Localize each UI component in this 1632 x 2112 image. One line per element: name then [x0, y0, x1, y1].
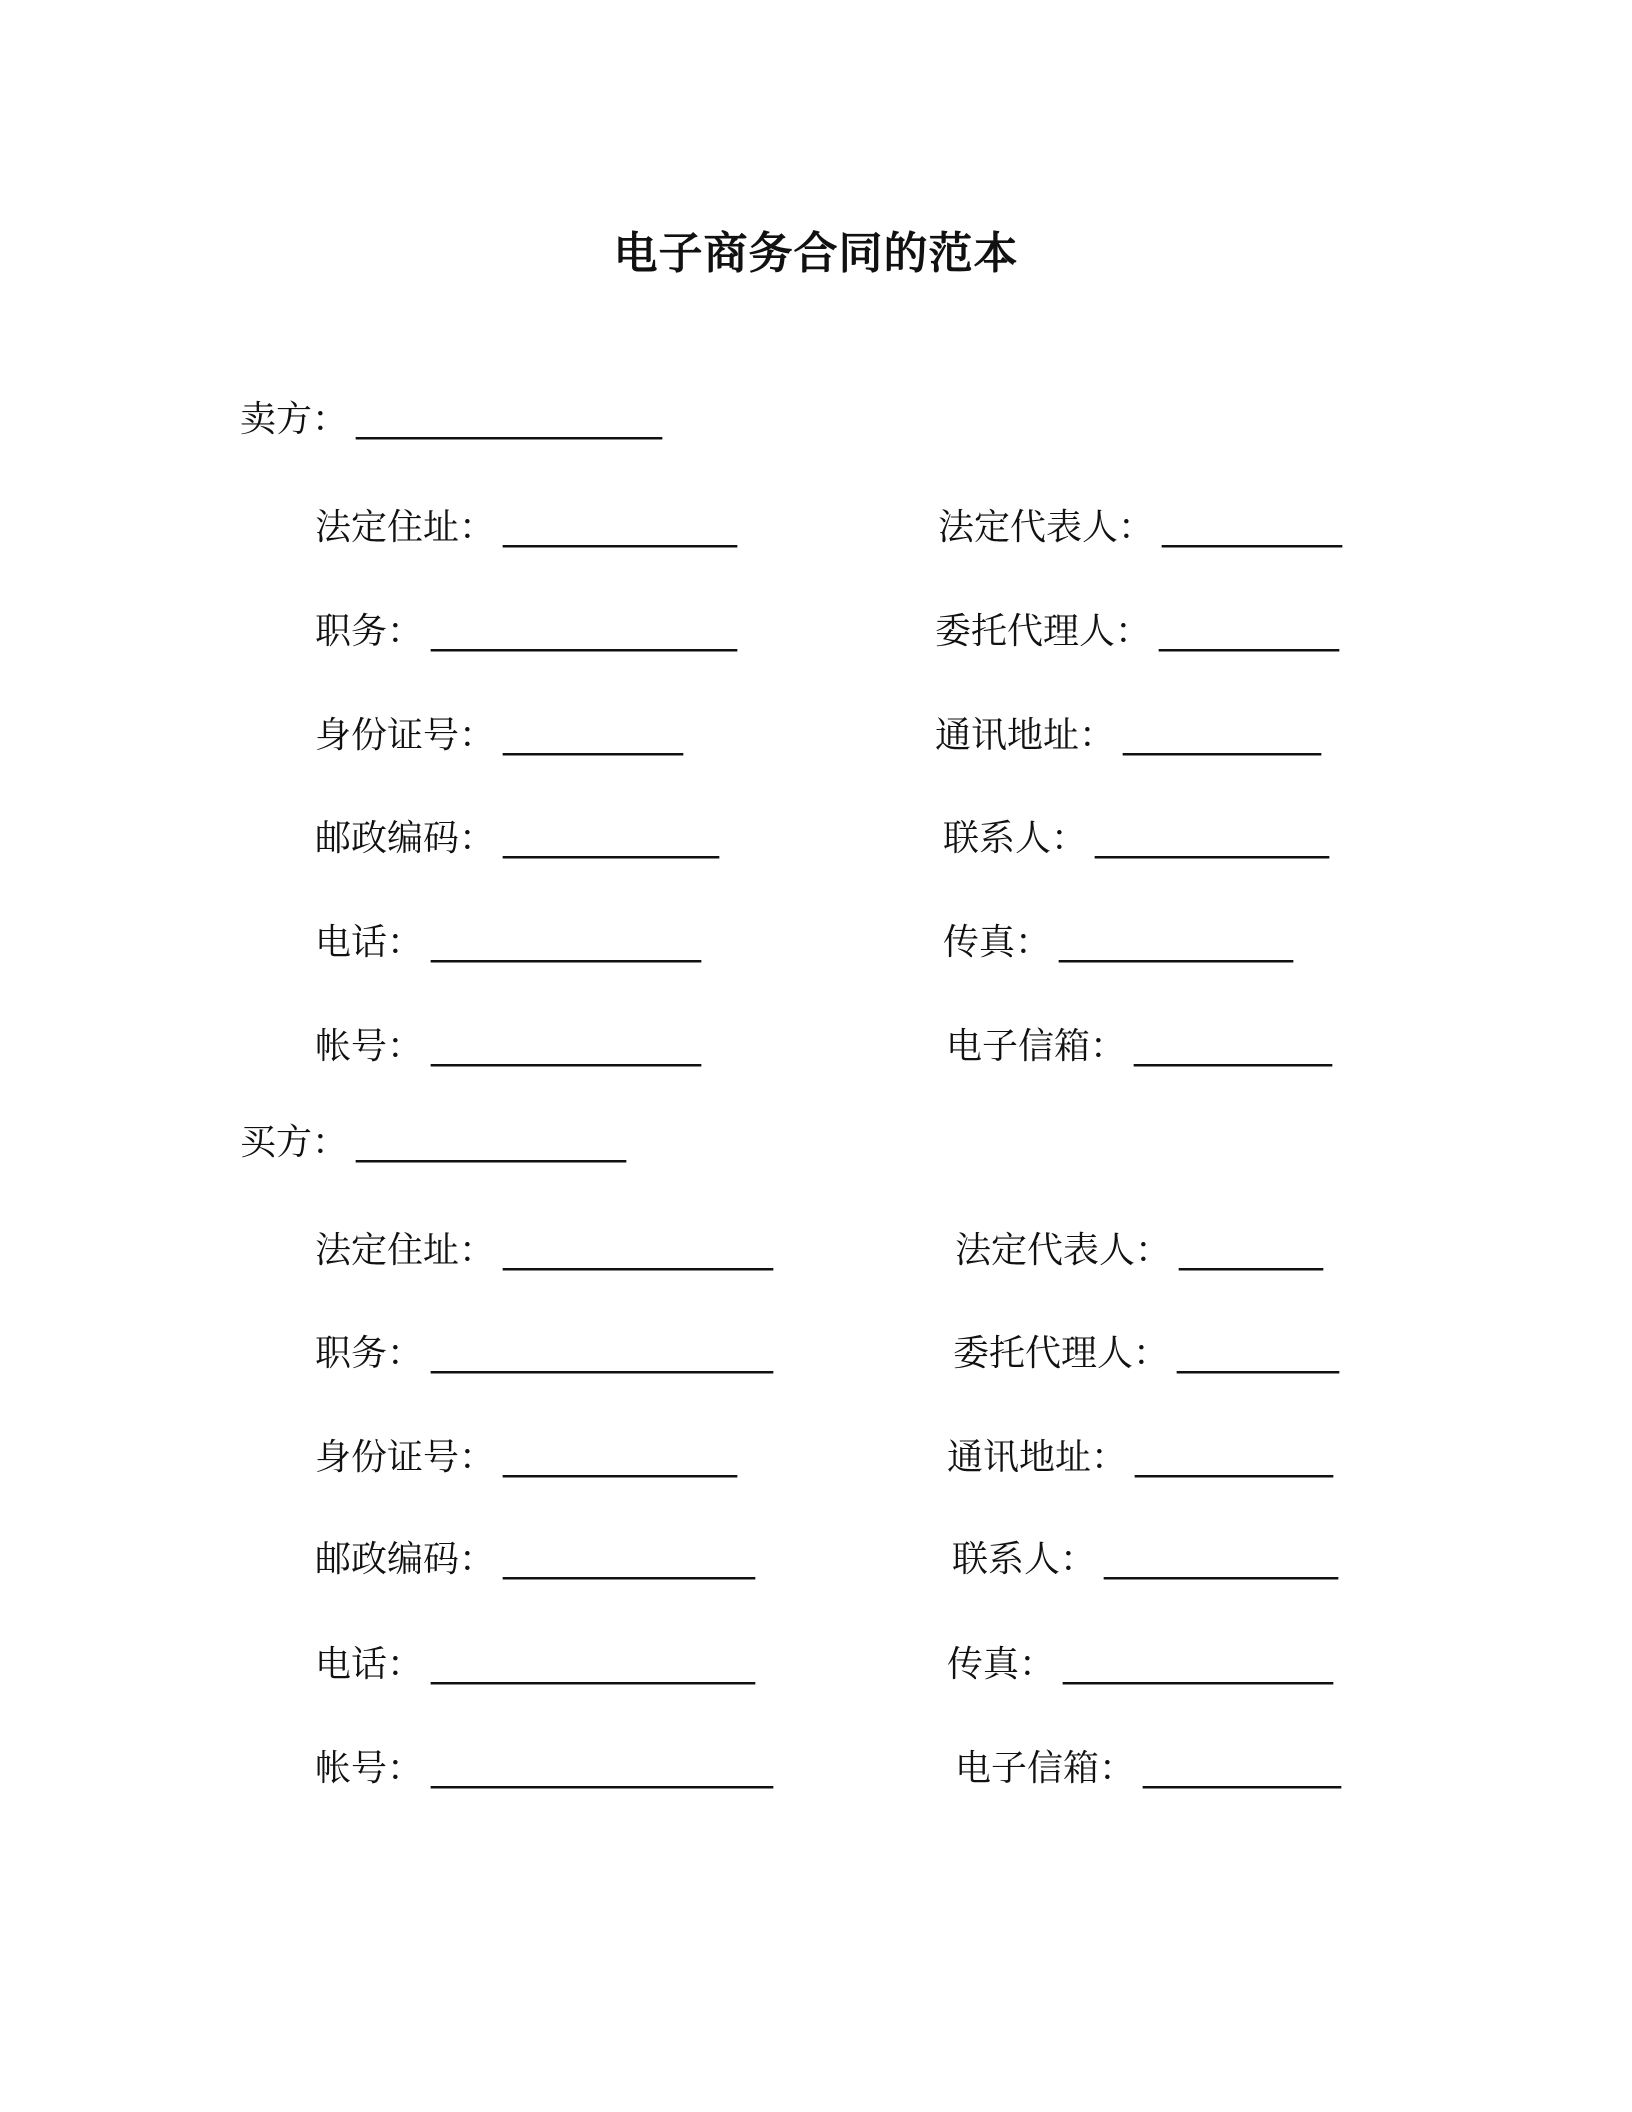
- seller-mailing-address-label: 通讯地址：: [935, 715, 1116, 756]
- seller-agent-blank[interactable]: __________: [1159, 611, 1340, 652]
- buyer-account-row: [315, 1744, 773, 1794]
- buyer-agent-row: [953, 1329, 1339, 1379]
- seller-agent-label: 委托代理人：: [935, 611, 1152, 652]
- buyer-label: 买方：: [240, 1122, 349, 1163]
- seller-position-blank[interactable]: _________________: [431, 611, 738, 652]
- seller-id-number-blank[interactable]: __________: [503, 715, 684, 756]
- buyer-legal-address-label: 法定住址：: [315, 1230, 496, 1271]
- buyer-agent-label: 委托代理人：: [953, 1333, 1170, 1374]
- seller-postal-code-blank[interactable]: ____________: [503, 818, 720, 859]
- buyer-blank[interactable]: _______________: [356, 1122, 627, 1163]
- seller-legal-rep-row: [938, 503, 1342, 553]
- seller-fax-blank[interactable]: _____________: [1059, 922, 1294, 963]
- seller-row: [240, 395, 662, 445]
- buyer-agent-blank[interactable]: _________: [1177, 1333, 1340, 1374]
- seller-phone-blank[interactable]: _______________: [431, 922, 702, 963]
- seller-fax-label: 传真：: [943, 922, 1052, 963]
- buyer-mailing-address-blank[interactable]: ___________: [1135, 1437, 1334, 1478]
- seller-legal-address-row: [315, 503, 737, 553]
- buyer-phone-blank[interactable]: __________________: [431, 1644, 756, 1685]
- buyer-account-label: 帐号：: [315, 1748, 424, 1789]
- seller-legal-address-blank[interactable]: _____________: [503, 507, 738, 548]
- seller-email-label: 电子信箱：: [946, 1026, 1127, 1067]
- buyer-legal-address-row: [315, 1226, 773, 1276]
- buyer-phone-label: 电话：: [315, 1644, 424, 1685]
- buyer-mailing-address-row: [947, 1433, 1333, 1483]
- seller-account-row: [315, 1022, 701, 1072]
- buyer-position-row: [315, 1329, 773, 1379]
- buyer-contact-blank[interactable]: _____________: [1104, 1539, 1339, 1580]
- buyer-email-row: [955, 1744, 1341, 1794]
- buyer-account-blank[interactable]: ___________________: [431, 1748, 774, 1789]
- seller-blank[interactable]: _________________: [356, 399, 663, 440]
- seller-contact-blank[interactable]: _____________: [1095, 818, 1330, 859]
- buyer-fax-blank[interactable]: _______________: [1063, 1644, 1334, 1685]
- buyer-email-label: 电子信箱：: [955, 1748, 1136, 1789]
- buyer-legal-rep-label: 法定代表人：: [955, 1230, 1172, 1271]
- buyer-postal-code-blank[interactable]: ______________: [503, 1539, 756, 1580]
- buyer-position-label: 职务：: [315, 1333, 424, 1374]
- buyer-legal-rep-blank[interactable]: ________: [1179, 1230, 1324, 1271]
- seller-fax-row: [943, 918, 1293, 968]
- seller-mailing-address-blank[interactable]: ___________: [1123, 715, 1322, 756]
- buyer-legal-rep-row: [955, 1226, 1323, 1276]
- document-title: 电子商务合同的范本: [613, 228, 1019, 279]
- buyer-postal-code-label: 邮政编码：: [315, 1539, 496, 1580]
- buyer-fax-row: [947, 1640, 1333, 1690]
- seller-position-row: [315, 607, 737, 657]
- seller-label: 卖方：: [240, 399, 349, 440]
- seller-email-blank[interactable]: ___________: [1134, 1026, 1333, 1067]
- buyer-contact-label: 联系人：: [952, 1539, 1097, 1580]
- buyer-phone-row: [315, 1640, 755, 1690]
- buyer-fax-label: 传真：: [947, 1644, 1056, 1685]
- seller-account-label: 帐号：: [315, 1026, 424, 1067]
- seller-id-number-label: 身份证号：: [315, 715, 496, 756]
- seller-account-blank[interactable]: _______________: [431, 1026, 702, 1067]
- seller-postal-code-row: [315, 814, 719, 864]
- seller-email-row: [946, 1022, 1332, 1072]
- seller-id-number-row: [315, 711, 683, 761]
- seller-contact-label: 联系人：: [943, 818, 1088, 859]
- buyer-legal-address-blank[interactable]: _______________: [503, 1230, 774, 1271]
- buyer-mailing-address-label: 通讯地址：: [947, 1437, 1128, 1478]
- buyer-postal-code-row: [315, 1535, 755, 1585]
- seller-position-label: 职务：: [315, 611, 424, 652]
- seller-legal-rep-blank[interactable]: __________: [1162, 507, 1343, 548]
- buyer-id-number-row: [315, 1433, 737, 1483]
- seller-agent-row: [935, 607, 1339, 657]
- buyer-position-blank[interactable]: ___________________: [431, 1333, 774, 1374]
- seller-legal-address-label: 法定住址：: [315, 507, 496, 548]
- seller-mailing-address-row: [935, 711, 1321, 761]
- buyer-contact-row: [952, 1535, 1338, 1585]
- seller-legal-rep-label: 法定代表人：: [938, 507, 1155, 548]
- seller-postal-code-label: 邮政编码：: [315, 818, 496, 859]
- buyer-email-blank[interactable]: ___________: [1143, 1748, 1342, 1789]
- seller-phone-label: 电话：: [315, 922, 424, 963]
- buyer-id-number-blank[interactable]: _____________: [503, 1437, 738, 1478]
- buyer-row: [240, 1118, 626, 1168]
- seller-contact-row: [943, 814, 1329, 864]
- seller-phone-row: [315, 918, 701, 968]
- buyer-id-number-label: 身份证号：: [315, 1437, 496, 1478]
